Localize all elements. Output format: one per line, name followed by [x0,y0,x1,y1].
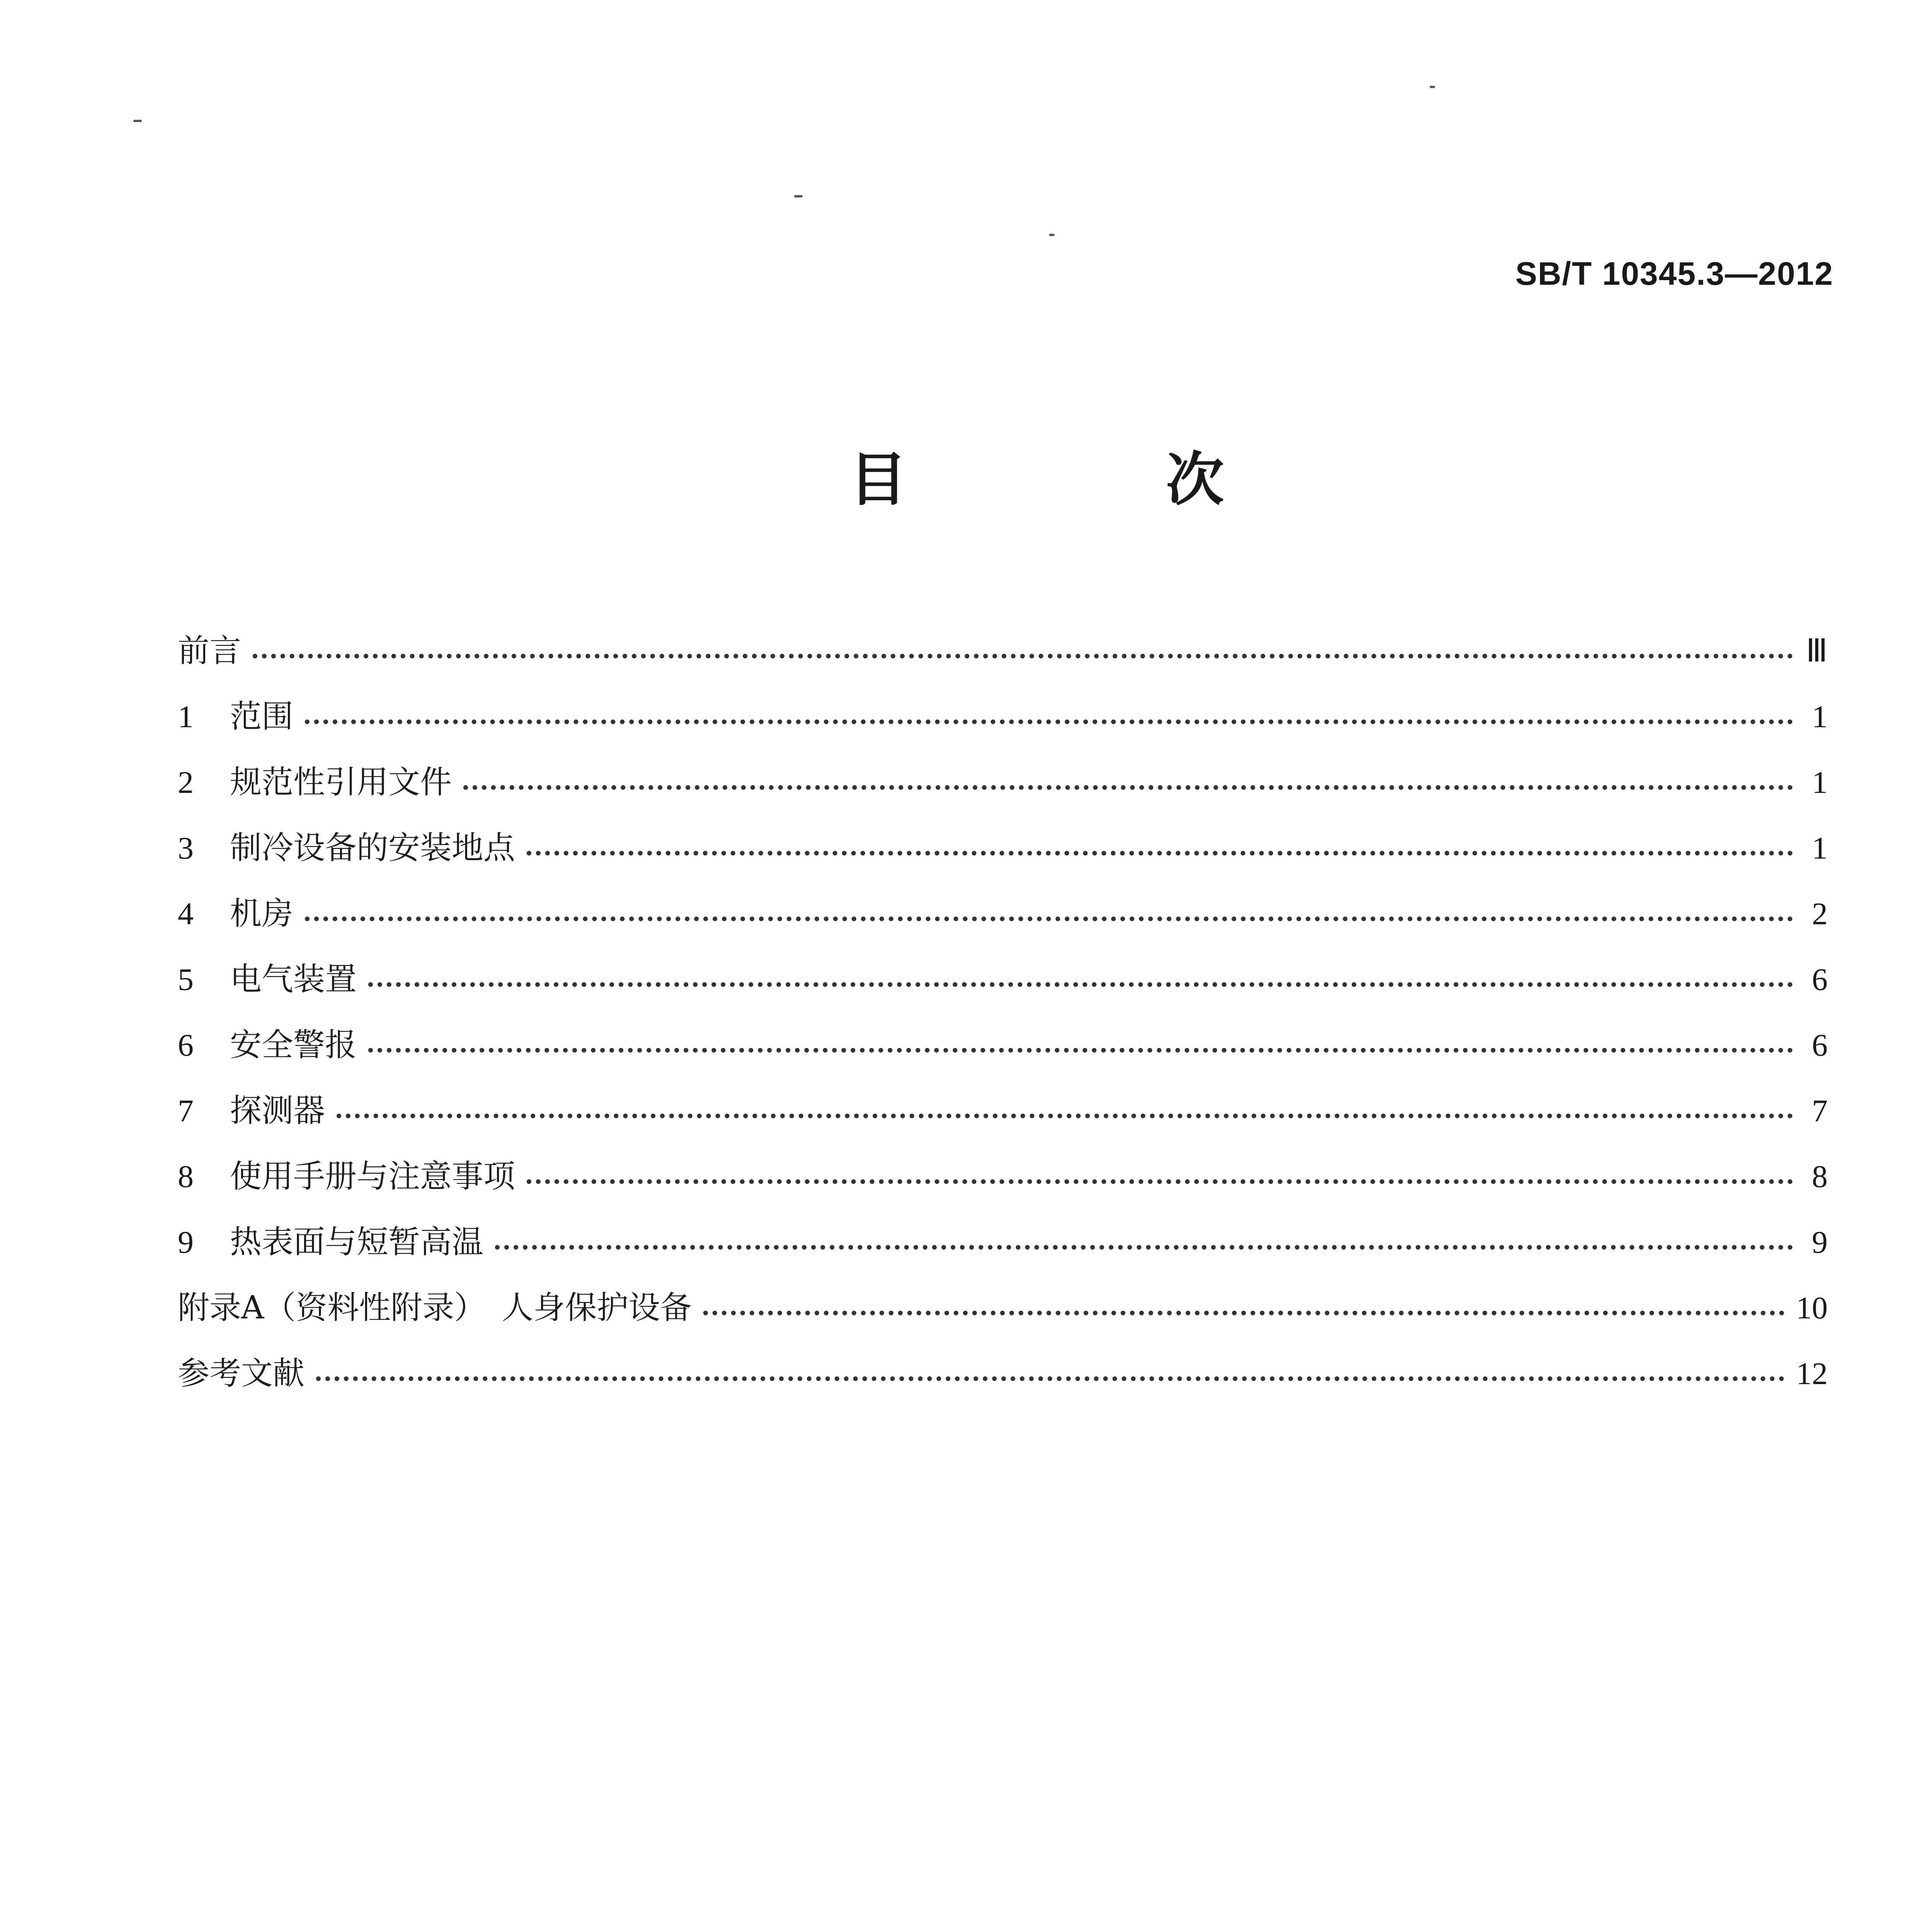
toc-entry-label: 电气装置 [230,961,357,998]
toc-entry-3[interactable] [178,815,1828,881]
dot-leader [703,1311,1784,1315]
scan-speck [133,120,142,122]
toc-entry-2[interactable] [178,750,1828,815]
dot-leader [368,1048,1793,1053]
toc-entry-page: 1 [1812,699,1828,734]
toc-entry-label: 附录A（资料性附录） 人身保护设备 [178,1289,692,1326]
toc-entry-page: Ⅲ [1806,633,1828,668]
toc-entry-page: 2 [1812,896,1828,931]
toc-entry-page: 8 [1812,1159,1828,1194]
toc-entry-label: 热表面与短暂高温 [230,1224,484,1260]
toc-entry-page: 6 [1812,1027,1828,1063]
standard-number: SB/T 10345.3—2012 [1515,255,1833,292]
toc-entry-8[interactable] [178,1144,1828,1209]
toc-entry-page: 10 [1796,1290,1828,1325]
toc-entry-page: 7 [1812,1093,1828,1128]
toc-entry-number: 9 [178,1225,194,1260]
toc-entry-page: 9 [1812,1225,1828,1260]
dot-leader [337,1114,1793,1118]
toc-entry-number: 1 [178,699,194,734]
dot-leader [305,719,1793,724]
dot-leader [368,982,1793,987]
toc-entry-page: 12 [1796,1356,1828,1391]
toc-entry-number: 2 [178,765,194,800]
dot-leader [495,1245,1793,1250]
toc-entry-number: 5 [178,962,194,997]
dot-leader [305,917,1793,921]
toc-entry-label: 参考文献 [178,1355,305,1392]
toc-entry-9[interactable] [178,1209,1828,1275]
toc-entry-page: 6 [1812,962,1828,997]
toc-entry-page: 1 [1812,765,1828,800]
dot-leader [316,1376,1784,1381]
toc-entry-label: 机房 [230,895,294,932]
toc-entry-number: 8 [178,1159,194,1194]
toc-entry-4[interactable] [178,881,1828,947]
scan-speck [1049,234,1054,236]
toc-entry-number: 7 [178,1093,194,1128]
toc-entry-number: 3 [178,830,194,866]
toc-entry-label: 探测器 [230,1092,325,1129]
table-of-contents [178,618,1828,1406]
scan-speck [1430,86,1435,88]
toc-entry-label: 前言 [178,633,242,669]
toc-entry-page: 1 [1812,830,1828,866]
toc-entry-appendix-a[interactable] [178,1275,1828,1341]
page-title: 目 次 [849,446,1325,514]
toc-entry-preface[interactable] [178,618,1828,684]
dot-leader [253,654,1793,658]
toc-entry-label: 制冷设备的安装地点 [230,830,515,866]
toc-entry-bibliography[interactable] [178,1341,1828,1406]
toc-entry-6[interactable] [178,1012,1828,1078]
dot-leader [527,1179,1793,1184]
toc-entry-1[interactable] [178,684,1828,750]
toc-entry-label: 规范性引用文件 [230,764,452,801]
scan-speck [794,195,803,197]
dot-leader [527,851,1793,855]
dot-leader [463,785,1793,790]
toc-entry-label: 使用手册与注意事项 [230,1158,515,1195]
toc-entry-label: 安全警报 [230,1027,357,1063]
toc-entry-label: 范围 [230,698,294,735]
toc-entry-number: 4 [178,896,194,931]
toc-entry-5[interactable] [178,947,1828,1012]
toc-entry-7[interactable] [178,1078,1828,1144]
toc-entry-number: 6 [178,1027,194,1063]
